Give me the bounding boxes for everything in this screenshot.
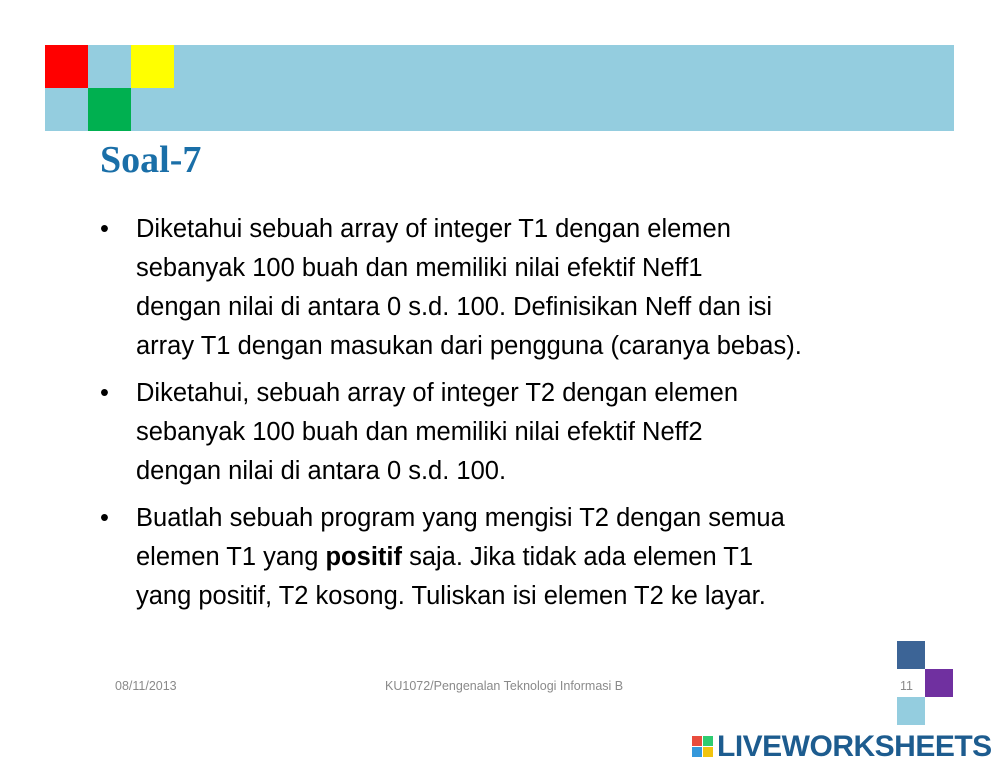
bullet-line: dengan nilai di antara 0 s.d. 100. Definisikan Neff dan isi [136, 293, 773, 321]
bullet-line: yang positif, T2 kosong. Tuliskan isi elemen T2 ke layar. [136, 582, 766, 610]
bullet-item [100, 499, 930, 616]
bold-keyword: positif [325, 543, 402, 571]
bullet-item [100, 210, 930, 366]
liveworksheets-logo [692, 730, 992, 764]
bullet-line: array T1 dengan masukan dari pengguna (caranya bebas). [136, 332, 802, 360]
footer-course: KU1072/Pengenalan Teknologi Informasi B [385, 679, 624, 693]
liveworksheets-icon [692, 736, 714, 758]
bullet-item [100, 374, 930, 491]
bullet-line [136, 538, 930, 577]
bullet-text: saja. Jika tidak ada elemen T1 [401, 543, 754, 571]
purple-square [925, 669, 953, 697]
bullet-glyph: • [100, 215, 109, 243]
bullet-line: Diketahui sebuah array of integer T1 dengan elemen [136, 215, 731, 243]
bullet-line: sebanyak 100 buah dan memiliki nilai efektif Neff1 [136, 254, 703, 282]
liveworksheets-text: LIVEWORKSHEETS [717, 730, 992, 763]
header-bar [45, 45, 954, 131]
green-square [88, 88, 131, 131]
yellow-square [131, 45, 174, 88]
navy-square [897, 641, 925, 669]
slide-title: Soal-7 [100, 139, 202, 181]
bullet-glyph: • [100, 379, 109, 407]
bullet-text: elemen T1 yang [136, 543, 326, 571]
bullet-line: Diketahui, sebuah array of integer T2 dengan elemen [136, 379, 739, 407]
page-number: 11 [900, 679, 913, 693]
bullet-line: Buatlah sebuah program yang mengisi T2 dengan semua [136, 504, 785, 532]
red-square [45, 45, 88, 88]
bullet-line: dengan nilai di antara 0 s.d. 100. [136, 457, 507, 485]
bullet-list [100, 210, 930, 624]
bullet-glyph: • [100, 504, 109, 532]
bullet-line: sebanyak 100 buah dan memiliki nilai efektif Neff2 [136, 418, 703, 446]
footer-date: 08/11/2013 [115, 679, 177, 693]
lightblue-square [897, 697, 925, 725]
